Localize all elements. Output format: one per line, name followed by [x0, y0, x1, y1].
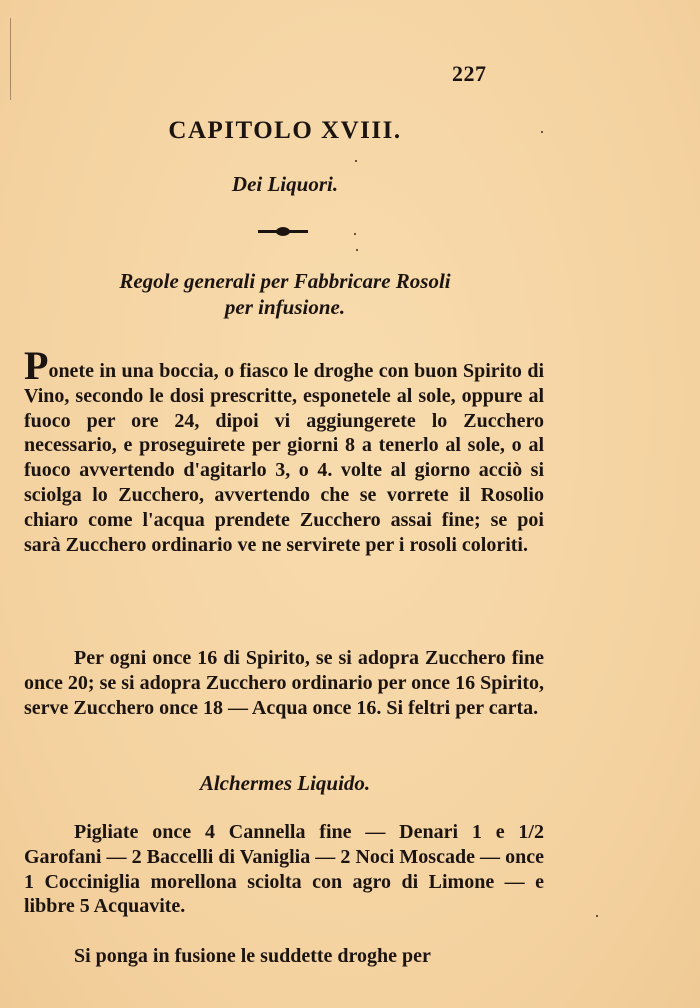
drop-cap: P — [24, 343, 49, 388]
page-edge-line — [10, 18, 11, 100]
section-heading-rosoli — [0, 268, 570, 320]
paper-speck — [355, 160, 357, 162]
paper-speck — [596, 915, 598, 917]
paragraph-alchermes-ingredients: Pigliate once 4 Cannella fine — Denari 1 e 1/2 Garofani — 2 Baccelli di Vaniglia — 2 Noci Moscade — once 1 Cocciniglia morellona sciolta con agro di Limone — e libbre 5 Acquavite. — [24, 821, 544, 918]
section-heading-line2: per infusione. — [224, 295, 346, 319]
page-number: 227 — [452, 61, 487, 86]
ornament-divider — [258, 230, 308, 233]
section-heading-line1: Regole generali per Fabbricare Rosoli — [119, 269, 451, 293]
paragraph-infusion: Si ponga in fusione le suddette droghe per — [74, 945, 431, 967]
paragraph-instructions — [24, 343, 544, 557]
paper-speck — [356, 249, 358, 251]
section-heading-alchermes: Alchermes Liquido. — [199, 771, 371, 795]
paper-speck — [354, 233, 356, 235]
chapter-title: CAPITOLO XVIII. — [168, 117, 402, 144]
paragraph-instructions-text: onete in una boccia, o fiasco le droghe con buon Spirito di Vino, secondo le dosi prescritte, esponetele al sole, oppure al fuoco per ore 24, dipoi vi aggiungerete lo Zucchero necessario, e proseguirete per giorni 8 a tenerlo al sole, o al fuoco avvertendo d'agitarlo 3, o 4. volte al giorno acciò si sciolga lo Zucchero, avvertendo che se vorrete il Rosolio chiaro come l'acqua prendete Zucchero assai fine; se poi sarà Zucchero ordinario ve ne servirete per i rosoli coloriti. — [24, 360, 544, 556]
paper-speck — [541, 131, 543, 133]
chapter-subtitle: Dei Liquori. — [231, 172, 339, 196]
paragraph-proportions: Per ogni once 16 di Spirito, se si adopra Zucchero fine once 20; se si adopra Zucchero ordinario per once 16 Spirito, serve Zucchero once 18 — Acqua once 16. Si feltri per carta. — [24, 647, 544, 719]
